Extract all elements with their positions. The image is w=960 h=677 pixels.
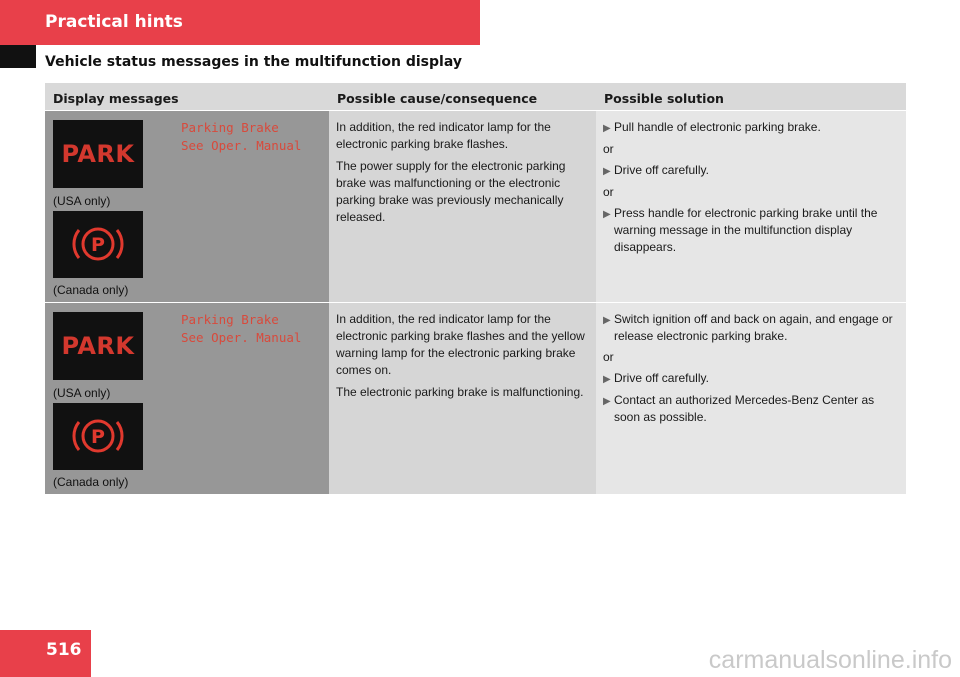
- or-separator: or: [603, 142, 614, 156]
- svg-text:P: P: [91, 426, 105, 448]
- column-header-possible-cause: Possible cause/consequence: [337, 91, 538, 106]
- solution-step: [603, 162, 900, 180]
- usa-only-label: (USA only): [53, 386, 111, 400]
- svg-text:P: P: [91, 234, 105, 256]
- solution-text: Switch ignition off and back on again, and engage or release electronic parking brake.: [614, 312, 893, 343]
- watermark: carmanualsonline.info: [708, 646, 952, 674]
- solution-step: [603, 311, 900, 345]
- solution-text: Contact an authorized Mercedes-Benz Center as soon as possible.: [614, 393, 875, 424]
- possible-solution-cell: [596, 111, 906, 302]
- possible-solution-cell: [596, 303, 906, 494]
- page-subtitle: Vehicle status messages in the multifunction display: [45, 54, 462, 70]
- solution-text: Pull handle of electronic parking brake.: [614, 120, 821, 134]
- or-separator: or: [603, 350, 614, 364]
- status-messages-table: [45, 83, 906, 494]
- bullet-arrow-icon: ▶: [603, 209, 611, 220]
- table-row: [45, 110, 906, 302]
- display-messages-cell: [45, 111, 329, 302]
- table-header-row: [45, 83, 906, 110]
- possible-cause-cell: [329, 303, 596, 494]
- canada-only-label: (Canada only): [53, 283, 129, 297]
- table-row: [45, 302, 906, 494]
- section-tab-marker: [0, 45, 36, 68]
- solution-text: Drive off carefully.: [614, 163, 709, 177]
- cause-paragraph: The electronic parking brake is malfunctioning.: [336, 385, 584, 399]
- solution-step: [603, 392, 900, 426]
- solution-step: [603, 370, 900, 388]
- solution-text: Drive off carefully.: [614, 371, 709, 385]
- usa-only-label: (USA only): [53, 194, 111, 208]
- bullet-arrow-icon: ▶: [603, 123, 611, 134]
- bullet-arrow-icon: ▶: [603, 396, 611, 407]
- display-message-line2: See Oper. Manual: [181, 330, 302, 345]
- cause-paragraph: In addition, the red indicator lamp for the electronic parking brake flashes.: [336, 120, 551, 151]
- parking-brake-warning-icon: [53, 211, 143, 278]
- or-separator: or: [603, 185, 614, 199]
- column-header-possible-solution: Possible solution: [604, 91, 724, 106]
- display-message-line1: Parking Brake: [181, 120, 279, 135]
- bullet-arrow-icon: ▶: [603, 374, 611, 385]
- display-message-text: [181, 119, 301, 155]
- park-indicator-label: PARK: [61, 332, 135, 360]
- section-title: Practical hints: [45, 12, 183, 32]
- display-message-line2: See Oper. Manual: [181, 138, 302, 153]
- display-message-line1: Parking Brake: [181, 312, 279, 327]
- bullet-arrow-icon: ▶: [603, 315, 611, 326]
- park-display-image: [53, 312, 143, 380]
- cause-paragraph: In addition, the red indicator lamp for the electronic parking brake flashes and the yellow warning lamp for the electronic parking brake comes on.: [336, 312, 585, 377]
- solution-text: Press handle for electronic parking brake until the warning message in the multifunction display disappears.: [614, 206, 878, 254]
- solution-step: [603, 119, 900, 137]
- column-header-display-messages: Display messages: [53, 91, 179, 106]
- parking-brake-warning-icon: [53, 403, 143, 470]
- solution-step: [603, 205, 900, 256]
- park-indicator-label: PARK: [61, 140, 135, 168]
- display-messages-cell: [45, 303, 329, 494]
- bullet-arrow-icon: ▶: [603, 166, 611, 177]
- canada-only-label: (Canada only): [53, 475, 129, 489]
- cause-paragraph: The power supply for the electronic parking brake was malfunctioning or the electronic parking brake was previously mechanically released.: [336, 159, 566, 224]
- display-message-text: [181, 311, 301, 347]
- page-number: 516: [46, 640, 82, 660]
- park-display-image: [53, 120, 143, 188]
- possible-cause-cell: [329, 111, 596, 302]
